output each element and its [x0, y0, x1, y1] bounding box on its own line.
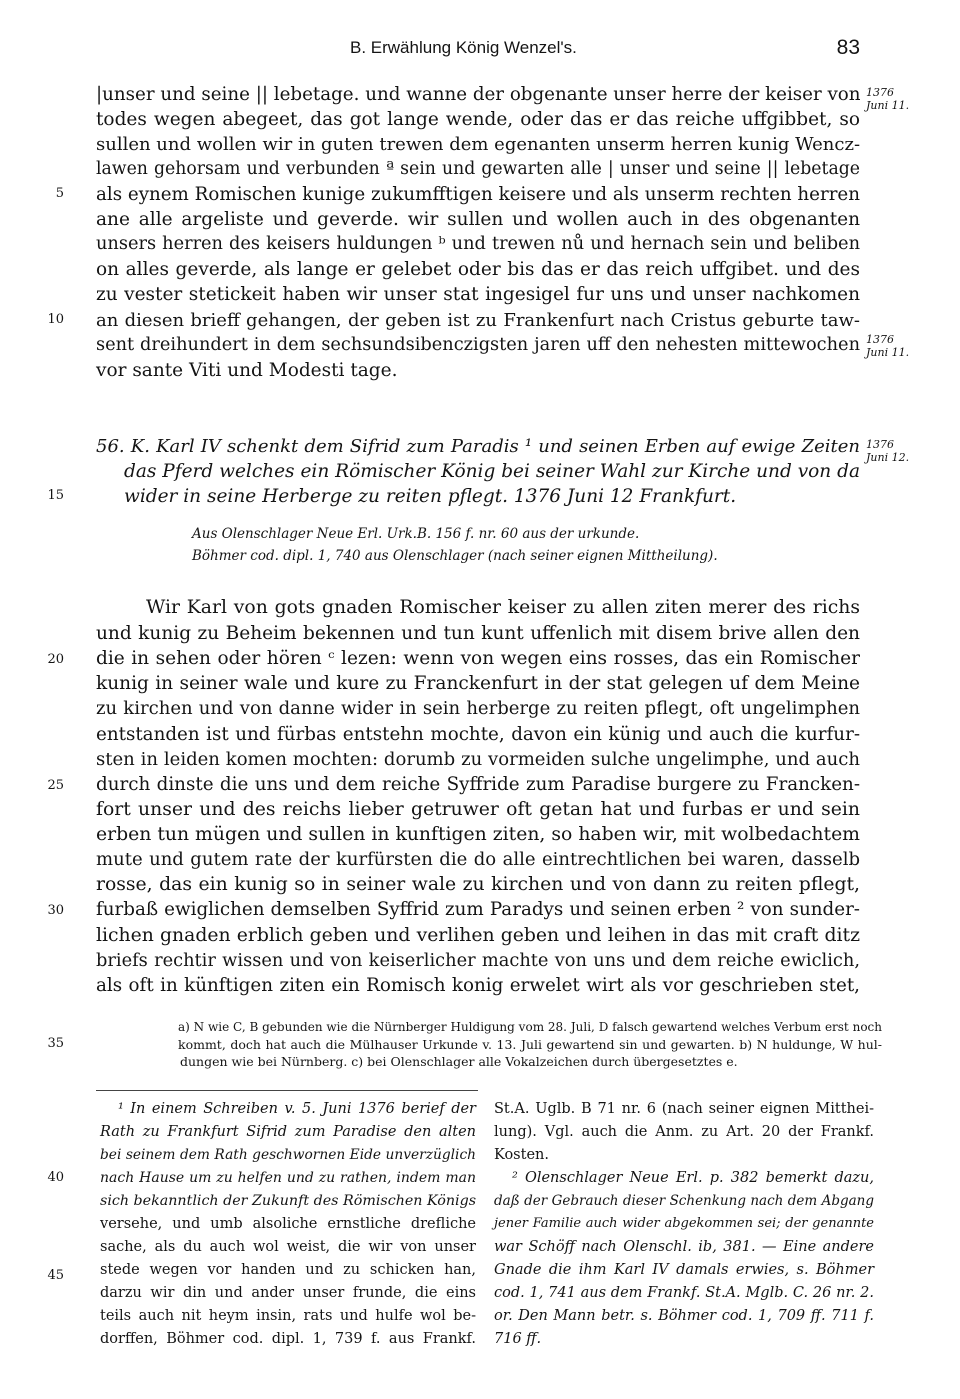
line-number: 5 [55, 186, 64, 201]
apparatus-line: a) N wie C, B gebunden wie die Nürnberger Huldigung vom 28. Juli, D falsch gewartend welches Verbum erst noch [178, 1020, 882, 1034]
heading-line: wider in seine Herberge zu reiten pflegt. 1376 Juni 12 Frankfurt. [124, 486, 737, 507]
heading-line: 56. K. Karl IV schenkt dem Sifrid zum Paradis ¹ und seinen Erben auf ewige Zeiten [96, 436, 860, 457]
margin-year: 1376 [866, 438, 894, 451]
text-line: erben tun mügen und sullen in kunftigen ziten, so haben wir, mit wolbedachtem [96, 824, 860, 845]
text-line: kunig in seiner wale und kure zu Franckenfurt in der stat gelegen uf dem Meine [96, 673, 860, 694]
margin-day: Juni 11. [866, 99, 910, 112]
line-number: 30 [47, 903, 64, 918]
note-line: cod. 1, 741 aus dem Frankf. St.A. Mglb. C. 26 nr. 2. [494, 1285, 874, 1301]
note-line: Rath zu Frankfurt Sifrid zum Paradise den alten [100, 1124, 476, 1140]
running-header [300, 38, 860, 68]
margin-date-note [866, 86, 926, 112]
text-line: furbaß ewiglichen demselben Syffrid zum Paradys und seinen erben ² von sunder- [96, 899, 860, 920]
text-line: durch dinste die uns und dem reiche Syffride zum Paradise burgere zu Francken- [96, 774, 860, 795]
line-number: 35 [47, 1036, 64, 1051]
text-line: on alles geverde, als lange er gelebet oder bis das er das reich uffgibet. und des [96, 259, 860, 280]
text-line: sent dreihundert in dem sechsundsibenczigsten jaren uff den nehesten mittewochen [96, 335, 860, 355]
notes-divider [96, 1090, 478, 1091]
text-line: unsers herren des keisers huldungen ᵇ und trewen nů und hernach sein und beliben [96, 234, 860, 254]
text-line: vor sante Viti und Modesti tage. [96, 360, 398, 381]
note-line: or. Den Mann betr. s. Böhmer cod. 1, 709 ff. 711 f. [494, 1308, 874, 1324]
margin-year: 1376 [866, 333, 894, 346]
text-line: fort unser und des reichs lieber getruwer oft getan hat und furbas er und sein [96, 799, 860, 820]
note-line: St.A. Uglb. B 71 nr. 6 (nach seiner eignen Mitthei- [494, 1101, 874, 1117]
note-line: sich bekanntlich der Zukunft des Römischen Königs [100, 1193, 477, 1209]
line-number: 15 [47, 488, 64, 503]
text-line: zu vester stetickeit haben wir unser stat ingesigel fur uns und unser nachkomen [96, 284, 860, 305]
text-line: briefs rechtir wissen und von keiserlicher machte von uns und dem reiche ewiclich, [96, 950, 860, 971]
note-line: ² Olenschlager Neue Erl. p. 382 bemerkt dazu, [512, 1170, 874, 1186]
text-line: Wir Karl von gots gnaden Romischer keiser zu allen ziten merer des richs [146, 597, 860, 618]
text-line: entstanden ist und fürbas entstehn mochte, davon ein künig und auch die kurfur- [96, 724, 860, 745]
text-line: an diesen brieff gehangen, der geben ist zu Frankenfurt nach Cristus geburte taw- [96, 310, 860, 331]
page-number: 83 [836, 36, 860, 59]
margin-date-note [866, 333, 926, 359]
source-line: Aus Olenschlager Neue Erl. Urk.B. 156 f. nr. 60 aus der urkunde. [192, 526, 640, 542]
text-line: rosse, das ein kunig so in seiner wale zu kirchen und von dann zu reiten pflegt, [96, 874, 860, 895]
note-line: lung). Vgl. auch die Anm. zu Art. 20 der Frankf. [494, 1124, 874, 1140]
margin-day: Juni 12. [866, 451, 910, 464]
line-number: 10 [47, 312, 64, 327]
text-line: als oft in künftigen ziten ein Romisch konig erwelet wirt als vor geschrieben stet, [96, 975, 860, 996]
note-line: darzu wir din und ander unser frunde, die eins [100, 1285, 476, 1301]
text-line: zu kirchen und von danne wider in sein herberge zu reiten pflegt, oft ungelimphen [96, 698, 860, 719]
margin-date-note [866, 438, 926, 464]
text-line: und kunig zu Beheim bekennen und tun kunt uffenlich mit disem brive allen den [96, 623, 860, 644]
text-line: sullen und wollen wir in guten trewen dem egenanten unserm herren kunig Wencz- [96, 134, 861, 155]
note-line: bei seinem dem Rath geschwornen Eide unverzüglich [100, 1147, 476, 1163]
line-number: 40 [47, 1170, 64, 1185]
note-line: sache, als du auch wol weist, die wir von unser [100, 1239, 476, 1255]
text-line: die in sehen oder hören ᶜ lezen: wenn von wegen eins rosses, das ein Romischer [96, 648, 860, 669]
text-line: lawen gehorsam und verbunden ª sein und gewarten alle | unser und seine || lebetage [96, 159, 860, 179]
note-line: stede wegen vor handen und zu schicken han, [100, 1262, 476, 1278]
margin-day: Juni 11. [866, 346, 910, 359]
line-number: 45 [47, 1268, 64, 1283]
margin-year: 1376 [866, 86, 894, 99]
text-line: |unser und seine || lebetage. und wanne der obgenante unser herre der keiser von [96, 84, 861, 105]
line-number: 25 [47, 778, 64, 793]
note-line: versehe, und umb alsoliche ernstliche drefliche [100, 1216, 476, 1232]
note-line: 716 ff. [494, 1331, 542, 1347]
line-number: 20 [47, 652, 64, 667]
text-line: todes wegen abegeet, das got lange wende, oder das er das reiche uffgibbet, so [96, 109, 860, 130]
text-line: mute und gutem rate der kurfürsten die do alle eintrechtlichen bei waren, dasselb [96, 849, 860, 870]
note-line: dorffen, Böhmer cod. dipl. 1, 739 f. aus Frankf. [100, 1331, 476, 1347]
text-line: sten in leiden komen mochten: dorumb zu vormeiden sulche ungelimphe, und auch [96, 749, 860, 770]
note-line: war Schöff nach Olenschl. ib, 381. — Eine andere [494, 1239, 874, 1255]
note-line: teils auch nit heym insin, rats und hulfe wol be- [100, 1308, 476, 1324]
apparatus-line: dungen wie bei Nürnberg. c) bei Olenschlager alle Vokalzeichen durch übergesetztes e. [180, 1054, 738, 1069]
text-line: lichen gnaden erblich geben und verlihen geben und leihen in das mit craft ditz [96, 925, 860, 946]
text-line: ane alle argeliste und geverde. wir sullen und wollen auch in des obgenanten [96, 209, 860, 230]
note-line: ¹ In einem Schreiben v. 5. Juni 1376 berief der [118, 1101, 476, 1117]
note-line: Gnade die ihm Karl IV damals erwies, s. Böhmer [494, 1262, 874, 1278]
note-line: daß der Gebrauch dieser Schenkung nach dem Abgang [494, 1193, 874, 1209]
apparatus-line: kommt, doch hat auch die Mülhauser Urkunde v. 13. Juli gewartend sin und gewarten. b) N huldunge, W hul- [178, 1037, 882, 1052]
note-line: Kosten. [494, 1147, 549, 1163]
note-line: jener Familie auch wider abgekommen sei; der genannte [494, 1216, 874, 1231]
source-line: Böhmer cod. dipl. 1, 740 aus Olenschlager (nach seiner eignen Mittheilung). [192, 548, 718, 564]
text-line: als eynem Romischen kunige zukumfftigen keisere und als unserm rechten herren [96, 184, 860, 205]
heading-line: das Pferd welches ein Römischer König bei seiner Wahl zur Kirche und von da [124, 461, 860, 482]
note-line: nach Hause um zu helfen und zu rathen, indem man [100, 1170, 476, 1186]
running-title: B. Erwählung König Wenzel's. [350, 38, 577, 57]
